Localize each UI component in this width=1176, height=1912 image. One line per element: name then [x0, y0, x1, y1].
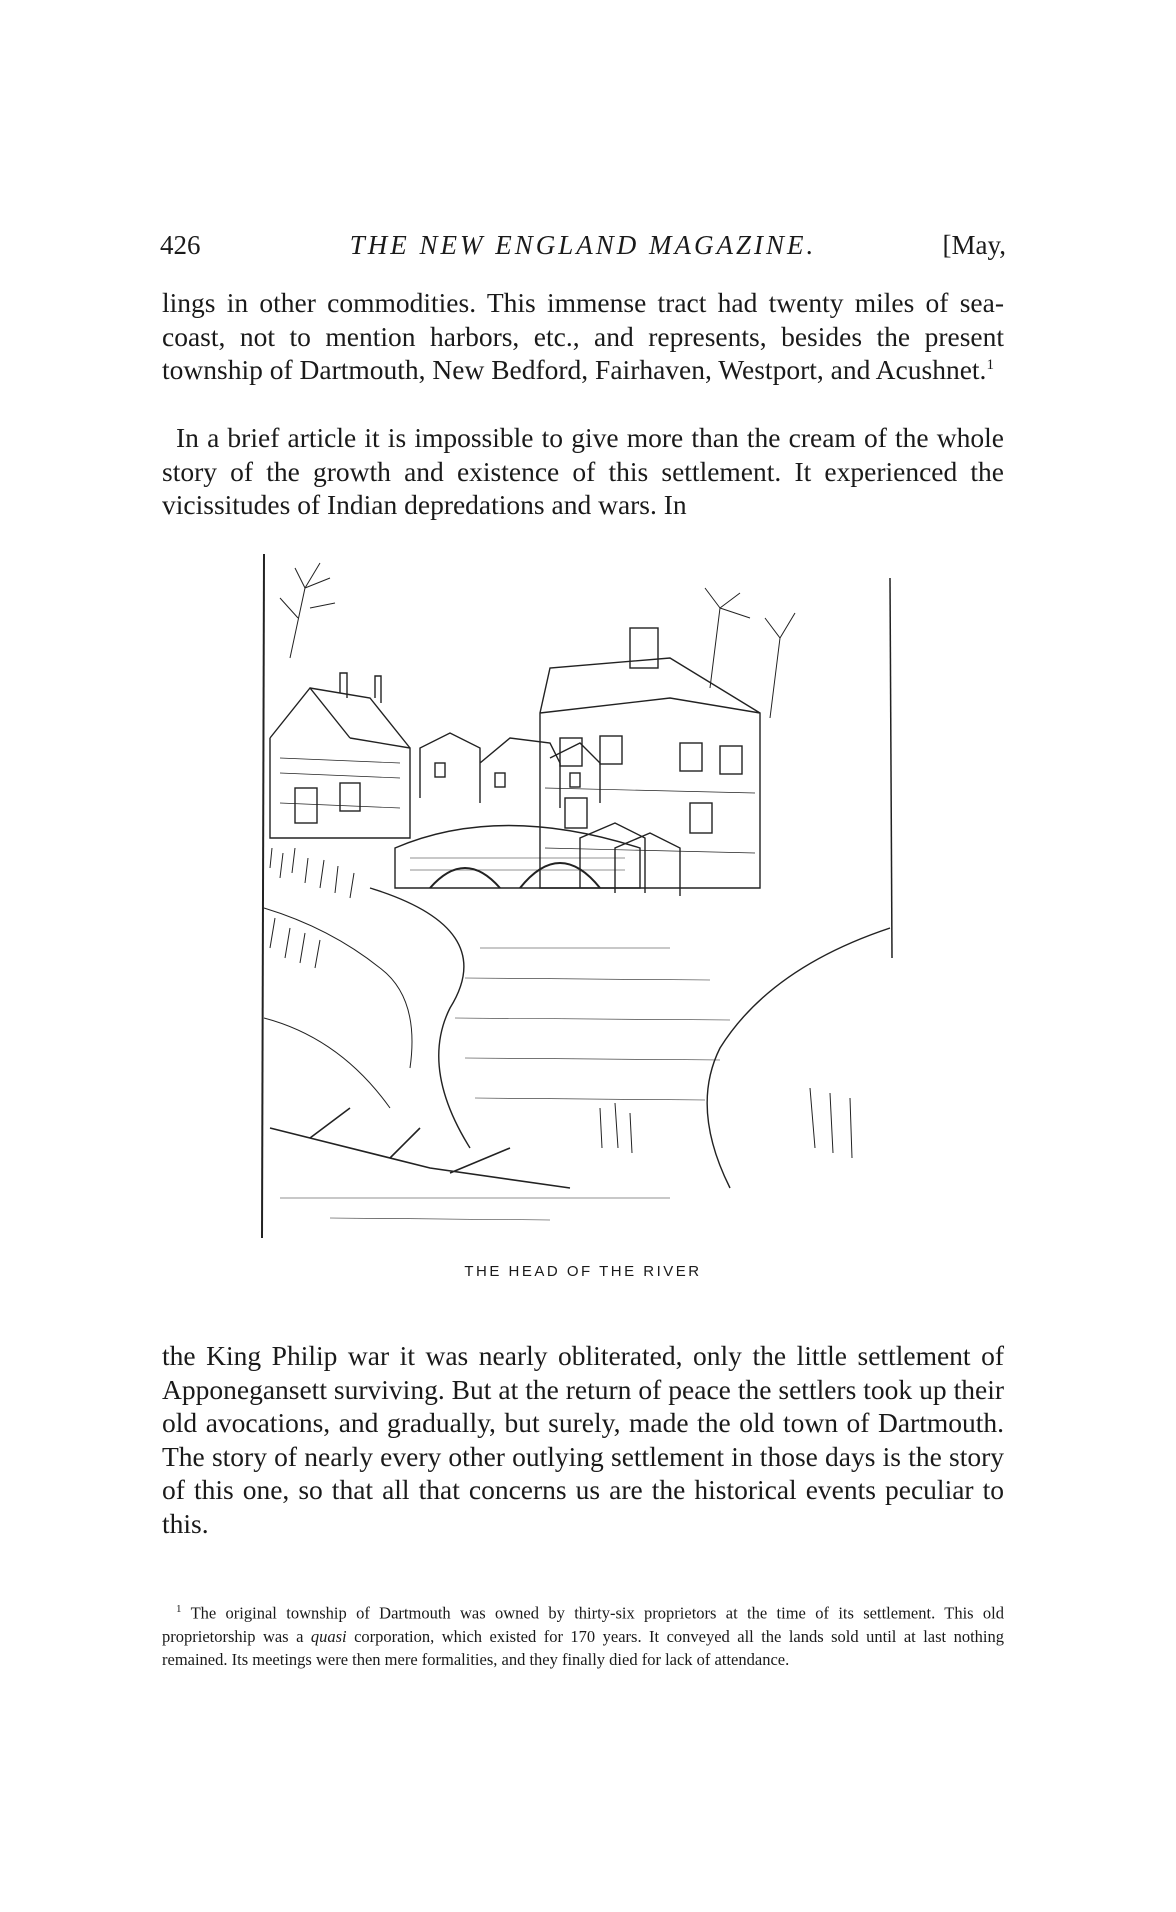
- footnote-text-before: The original township of Dartmouth was owned by thirty-six proprietors at the time of its settlement. This old proprietorship was a: [162, 1603, 1005, 1646]
- paragraph-1: [162, 286, 1004, 387]
- footnote: [162, 1598, 1004, 1671]
- footnote-text-after: corporation, which existed for 170 years. It conveyed all the lands sold until at last nothing remained. Its meetings were then mere formalities, and they finally died for lack of attendance.: [162, 1626, 1004, 1669]
- distant-buildings: [420, 733, 600, 808]
- river: [370, 888, 890, 1188]
- sheds: [580, 823, 680, 896]
- figure-caption: THE HEAD OF THE RIVER: [464, 1263, 702, 1280]
- running-head-month: [May,: [942, 230, 1006, 260]
- stone-bridge: [395, 826, 640, 889]
- frame-right-line: [890, 578, 892, 958]
- paragraph-1-text: lings in other commodities. This immense tract had twenty miles of sea-coast, not to mention harbors, etc., and represents, besides the present township of Dartmouth, New Bedford, Fairhaven, Westport, and Acushnet.: [162, 287, 1004, 385]
- paragraph-3: the King Philip war it was nearly obliterated, only the little settlement of Apponegansett surviving. But at the return of peace the settlers took up their old avocations, and gradually, but surely, made the old town of Dartmouth. The story of nearly every other outlying settlement in those days is the story of this one, so that all that concerns us are the historical events peculiar to this.: [162, 1340, 1004, 1539]
- running-head: [160, 230, 1006, 270]
- paragraph-2: In a brief article it is impossible to give more than the cream of the whole story of the growth and existence of this settlement. It experienced the vicissitudes of Indian depredations and wars. In: [162, 422, 1004, 520]
- journal-title: THE NEW ENGLAND MAGAZINE.: [349, 230, 817, 260]
- tree-right: [705, 588, 795, 718]
- footnote-italic-word: quasi: [310, 1626, 347, 1646]
- frame-left-line: [262, 554, 264, 1238]
- left-house: [270, 688, 410, 838]
- reeds: [270, 848, 354, 968]
- footnote-reference: 1: [986, 356, 994, 373]
- footnote-mark: 1: [176, 1603, 182, 1615]
- foreground-branch: [270, 1108, 570, 1188]
- tree-left: [280, 563, 335, 658]
- page-number: 426: [160, 230, 201, 260]
- river-illustration: [250, 548, 902, 1243]
